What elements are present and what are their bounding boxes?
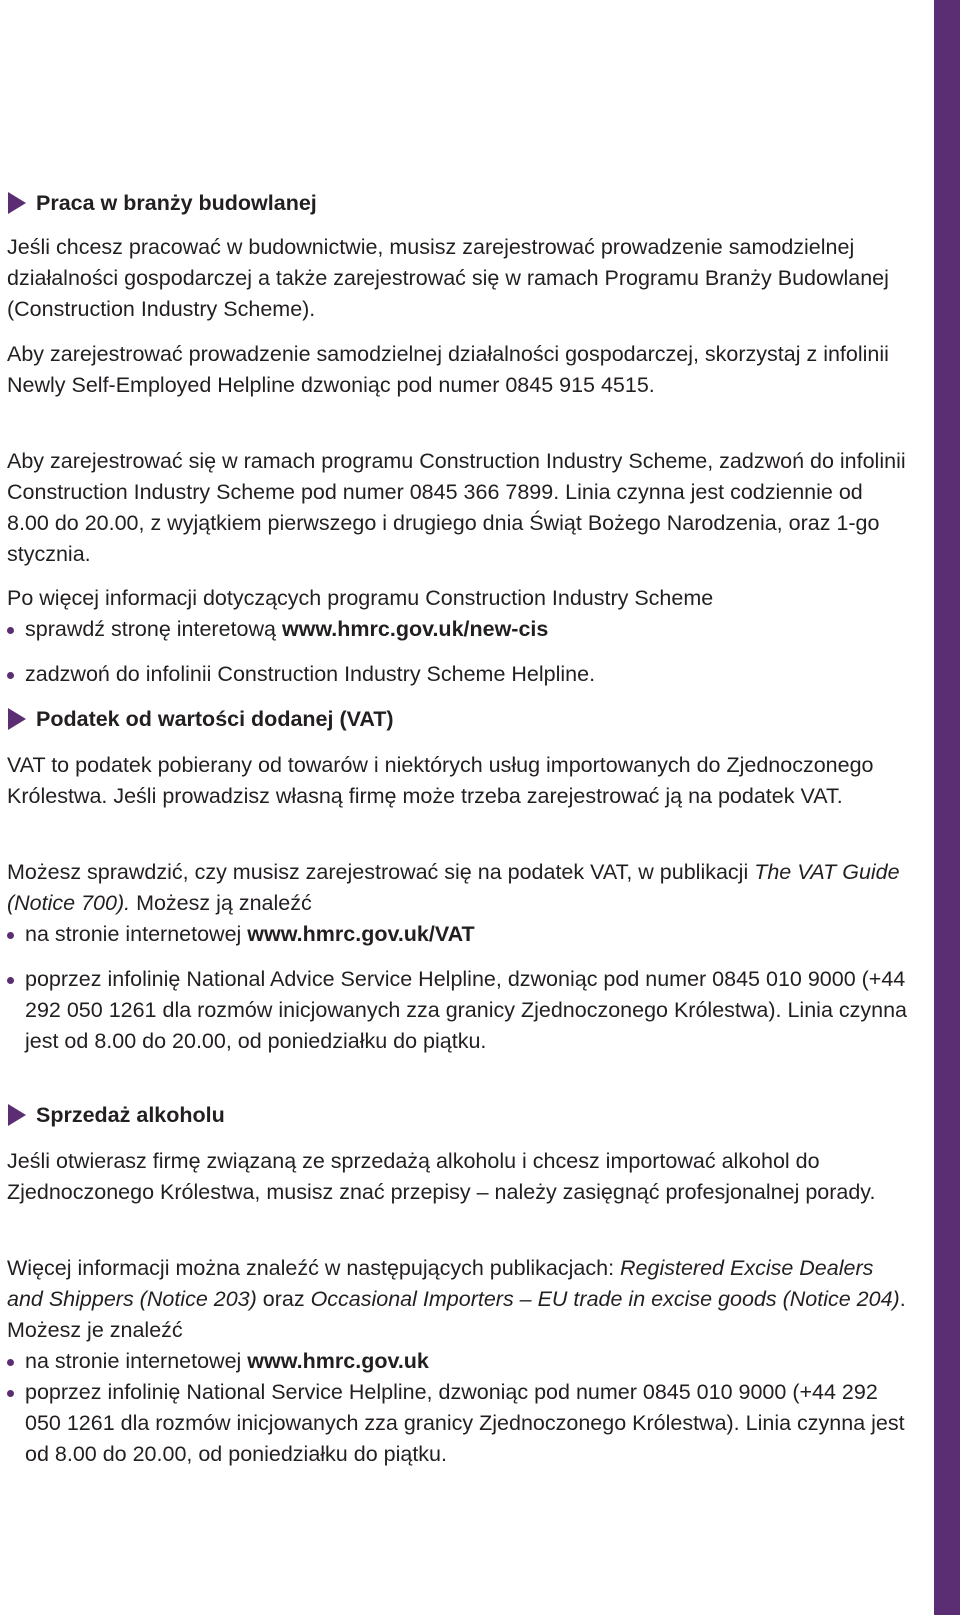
list-item-text: na stronie internetowej: [25, 1349, 248, 1373]
list-item-text: zadzwoń do infolinii Construction Industry Scheme Helpline.: [25, 662, 596, 686]
list-item: [7, 964, 907, 1057]
list-item-text: sprawdź stronę interetową: [25, 617, 282, 641]
paragraph: Jeśli chcesz pracować w budownictwie, musisz zarejestrować prowadzenie samodzielnej działalności gospodarczej a także zarejestrować się w ramach Programu Branży Budowlanej (Construction Industry Scheme).: [7, 235, 889, 321]
heading-text: Praca w branży budowlanej: [36, 191, 317, 215]
play-triangle-icon: [8, 708, 26, 730]
dot-icon: [7, 1359, 14, 1366]
text-run: Możesz ją znaleźć: [130, 891, 312, 915]
publication-title: Occasional Importers – EU trade in excise goods (Notice 204): [310, 1287, 900, 1311]
play-triangle-icon: [8, 192, 26, 214]
text-run: . Możesz je znaleźć: [7, 1287, 906, 1342]
text-run: oraz: [256, 1287, 311, 1311]
publication-title: The VAT Guide (Notice 700).: [7, 860, 900, 915]
paragraph: Aby zarejestrować się w ramach programu Construction Industry Scheme, zadzwoń do infolinii Construction Industry Scheme pod numer 0845 366 7899. Linia czynna jest codziennie od 8.00 do 20.00, z wyjątkiem pierwszego i drugiego dnia Świąt Bożego Narodzenia, oraz 1-go stycznia.: [7, 449, 906, 566]
dot-icon: [7, 1390, 14, 1397]
paragraph: [7, 1253, 907, 1346]
publication-title: Registered Excise Dealers and Shippers (Notice 203): [7, 1256, 874, 1311]
text-run: Więcej informacji można znaleźć w następujących publikacjach:: [7, 1256, 621, 1280]
list-item: [7, 614, 907, 645]
list-item-text: na stronie internetowej: [25, 922, 248, 946]
paragraph: Aby zarejestrować prowadzenie samodzielnej działalności gospodarczej, skorzystaj z infolinii Newly Self-Employed Helpline dzwoniąc pod numer 0845 915 4515.: [7, 342, 889, 397]
list-item: [7, 919, 907, 950]
heading-text: Sprzedaż alkoholu: [36, 1103, 225, 1127]
list-item: [7, 1346, 907, 1377]
list-item: [7, 1377, 907, 1470]
section-heading-vat: [8, 705, 394, 733]
paragraph: [7, 857, 907, 919]
list-item-text: poprzez infolinię National Service Helpline, dzwoniąc pod numer 0845 010 9000 (+44 292 050 1261 dla rozmów inicjowanych zza granicy Zjednoczonego Królestwa). Linia czynna jest od 8.00 do 20.00, od poniedziałku do piątku.: [25, 1380, 905, 1466]
dot-icon: [7, 627, 14, 634]
link-hmrc[interactable]: www.hmrc.gov.uk: [247, 1349, 429, 1373]
paragraph: Jeśli otwierasz firmę związaną ze sprzedażą alkoholu i chcesz importować alkohol do Zjednoczonego Królestwa, musisz znać przepisy – należy zasięgnąć profesjonalnej porady.: [7, 1149, 876, 1204]
list-item: [7, 659, 907, 690]
section-heading-alcohol: [8, 1101, 225, 1129]
purple-side-bar: [934, 0, 960, 1615]
link-hmrc-new-cis[interactable]: www.hmrc.gov.uk/new-cis: [281, 617, 549, 641]
paragraph: Po więcej informacji dotyczących programu Construction Industry Scheme: [7, 586, 714, 610]
section-heading-construction: [8, 189, 317, 217]
dot-icon: [7, 672, 14, 679]
text-run: Możesz sprawdzić, czy musisz zarejestrować się na podatek VAT, w publikacji: [7, 860, 755, 884]
link-hmrc-vat[interactable]: www.hmrc.gov.uk/VAT: [247, 922, 475, 946]
dot-icon: [7, 932, 14, 939]
list-item-text: poprzez infolinię National Advice Service Helpline, dzwoniąc pod numer 0845 010 9000 (+44 292 050 1261 dla rozmów inicjowanych zza granicy Zjednoczonego Królestwa). Linia czynna jest od 8.00 do 20.00, od poniedziałku do piątku.: [25, 967, 907, 1053]
dot-icon: [7, 977, 14, 984]
paragraph: VAT to podatek pobierany od towarów i niektórych usług importowanych do Zjednoczonego Królestwa. Jeśli prowadzisz własną firmę może trzeba zarejestrować ją na podatek VAT.: [7, 753, 874, 808]
play-triangle-icon: [8, 1104, 26, 1126]
heading-text: Podatek od wartości dodanej (VAT): [36, 707, 394, 731]
